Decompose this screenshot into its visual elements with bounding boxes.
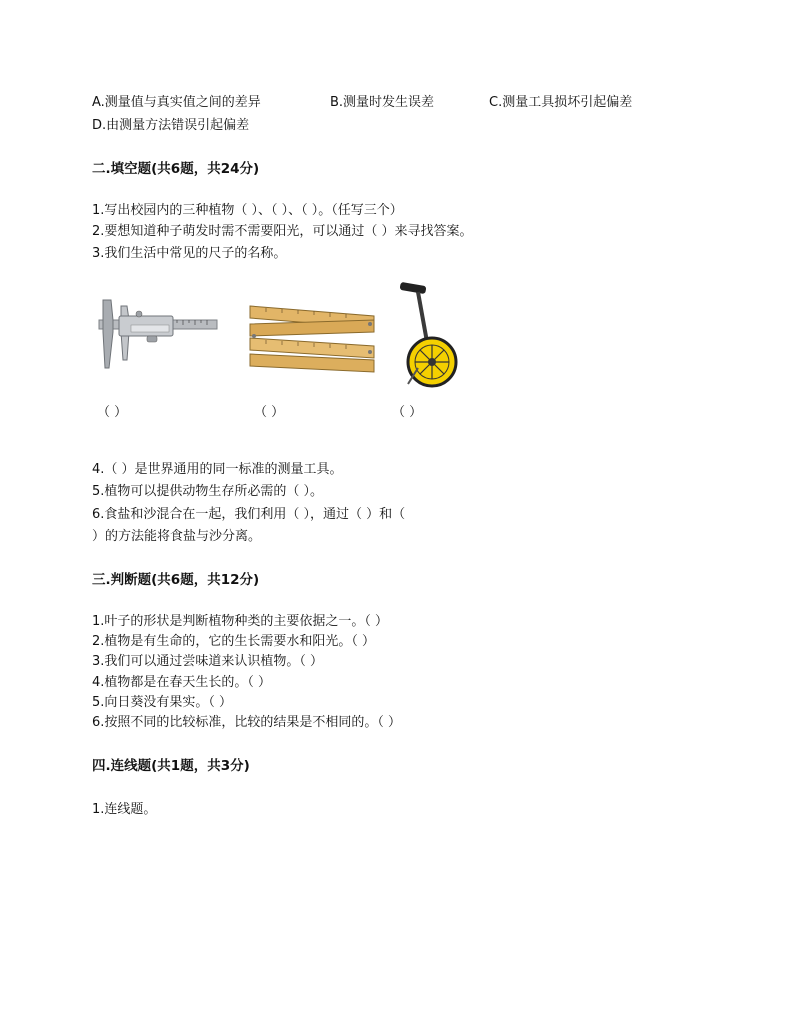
measuring-wheel-icon: [394, 282, 464, 390]
section-heading-fill-blank: 二.填空题(共6题，共24分): [92, 161, 260, 177]
question-2-2: 2.要想知道种子萌发时需不需要阳光，可以通过（ ）来寻找答案。: [92, 224, 473, 239]
question-3-3: 3.我们可以通过尝味道来认识植物。（ ）: [92, 654, 324, 669]
answer-blank-caliper: （ ）: [97, 405, 128, 420]
folding-ruler-icon: [246, 302, 376, 377]
question-2-5: 5.植物可以提供动物生存所必需的（ ）。: [92, 484, 324, 499]
option-b: B.测量时发生误差: [330, 95, 435, 110]
question-2-6: 6.食盐和沙混合在一起，我们利用（ ），通过（ ）和（: [92, 507, 406, 522]
question-3-1: 1.叶子的形状是判断植物种类的主要依据之一。（ ）: [92, 614, 389, 629]
question-2-1: 1.写出校园内的三种植物（ ）、（ ）、（ ）。（任写三个）: [92, 203, 403, 218]
option-a: A.测量值与真实值之间的差异: [92, 95, 261, 110]
option-d: D.由测量方法错误引起偏差: [92, 118, 250, 133]
answer-blank-measuring-wheel: （ ）: [392, 405, 423, 420]
option-c: C.测量工具损坏引起偏差: [489, 95, 633, 110]
question-2-4: 4.（ ）是世界通用的同一标准的测量工具。: [92, 462, 343, 477]
question-2-3: 3.我们生活中常见的尺子的名称。: [92, 246, 287, 261]
caliper-icon: [95, 298, 219, 376]
question-4-1: 1.连线题。: [92, 802, 157, 817]
answer-blank-folding-ruler: （ ）: [254, 405, 285, 420]
section-heading-matching: 四.连线题(共1题，共3分): [92, 758, 250, 774]
question-2-6-cont: ）的方法能将食盐与沙分离。: [92, 529, 262, 544]
options-row: [92, 94, 712, 112]
section-heading-true-false: 三.判断题(共6题，共12分): [92, 572, 260, 588]
question-3-4: 4.植物都是在春天生长的。（ ）: [92, 675, 272, 690]
question-3-2: 2.植物是有生命的，它的生长需要水和阳光。（ ）: [92, 634, 376, 649]
question-3-5: 5.向日葵没有果实。（ ）: [92, 695, 233, 710]
question-3-6: 6.按照不同的比较标准，比较的结果是不相同的。（ ）: [92, 715, 402, 730]
